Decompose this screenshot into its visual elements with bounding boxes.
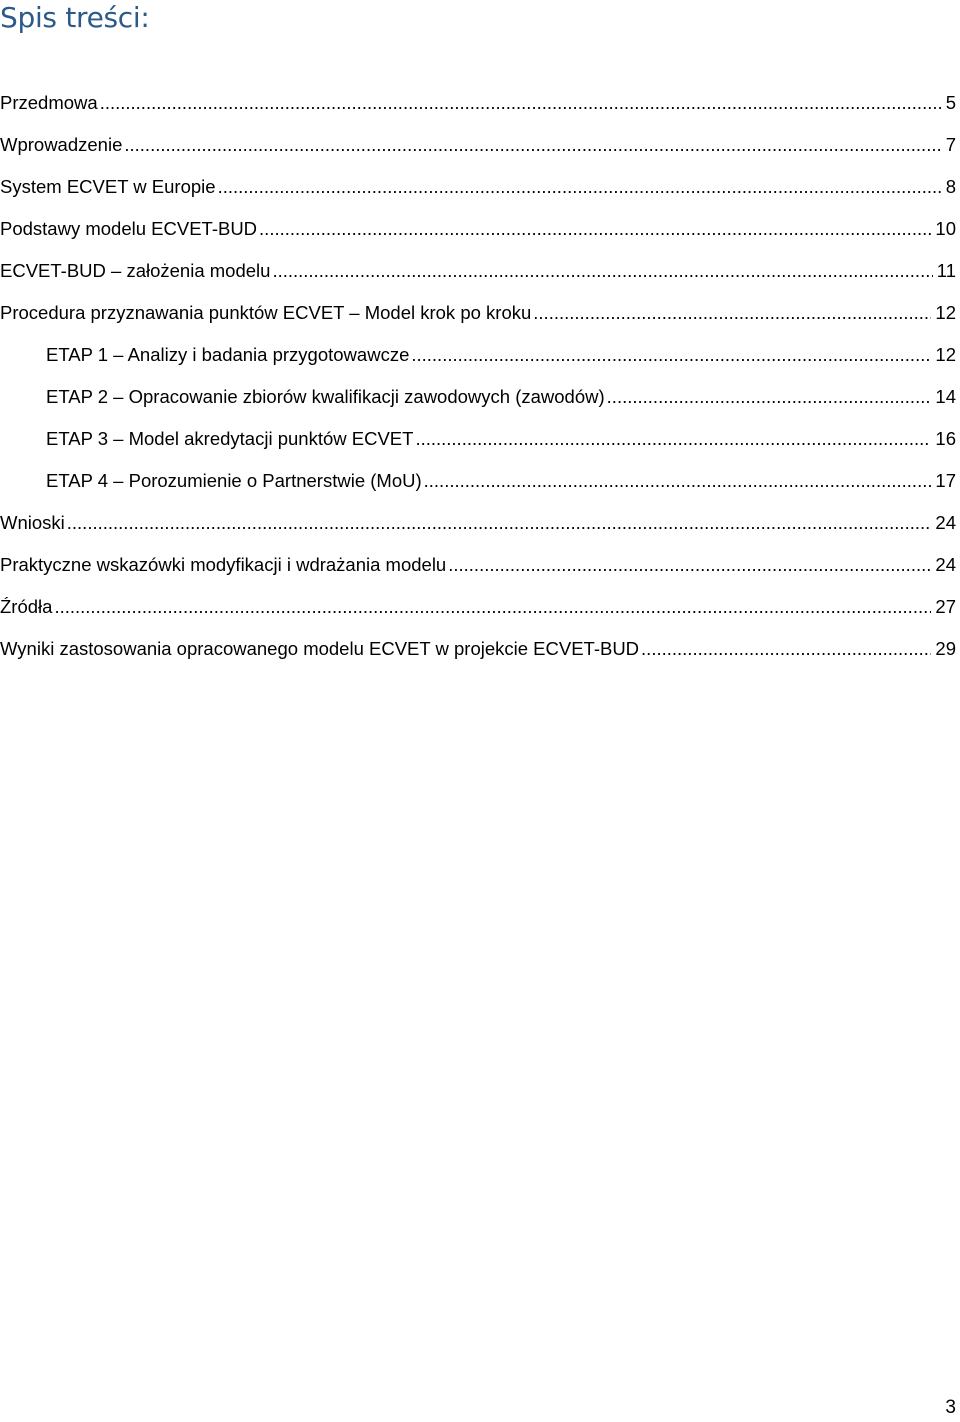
toc-entry-zrodla[interactable] [0,586,956,628]
toc-entry-system-ecvet[interactable] [0,166,956,208]
toc-dot-leader [100,82,942,124]
toc-entry-etap-1[interactable] [0,334,956,376]
toc-entry-text: Praktyczne wskazówki modyfikacji i wdrażania modelu [0,554,447,575]
page-number: 3 [945,1397,956,1418]
toc-dot-leader [411,334,931,376]
toc-entry-page: 11 [936,260,956,281]
toc-entry-text: ETAP 3 – Model akredytacji punktów ECVET [46,428,414,449]
toc-entry-text: Źródła [0,596,53,617]
toc-entry-wyniki[interactable] [0,628,956,670]
toc-dot-leader [67,502,932,544]
table-of-contents [0,82,956,670]
toc-entry-text: System ECVET w Europie [0,176,216,197]
toc-title: Spis treści: [0,1,150,34]
toc-entry-page: 10 [935,218,956,239]
toc-entry-text: Przedmowa [0,92,98,113]
toc-dot-leader [641,628,931,670]
toc-entry-text: Podstawy modelu ECVET-BUD [0,218,258,239]
toc-entry-wnioski[interactable] [0,502,956,544]
toc-entry-text: Wyniki zastosowania opracowanego modelu ECVET w projekcie ECVET-BUD [0,638,640,659]
toc-entry-page: 5 [945,92,956,113]
toc-dot-leader [424,460,932,502]
toc-entry-etap-4[interactable] [0,460,956,502]
toc-dot-leader [124,124,941,166]
toc-entry-page: 14 [935,386,956,407]
toc-entry-page: 17 [935,470,956,491]
toc-entry-page: 8 [945,176,956,197]
toc-dot-leader [218,166,942,208]
toc-entry-page: 29 [935,638,956,659]
toc-entry-page: 16 [935,428,956,449]
toc-entry-podstawy-modelu[interactable] [0,208,956,250]
toc-entry-przedmowa[interactable] [0,82,956,124]
toc-entry-page: 27 [935,596,956,617]
toc-entry-text: ETAP 4 – Porozumienie o Partnerstwie (MoU) [46,470,422,491]
toc-dot-leader [272,250,932,292]
toc-dot-leader [533,292,931,334]
toc-entry-praktyczne-wskazowki[interactable] [0,544,956,586]
toc-entry-text: ECVET-BUD – założenia modelu [0,260,271,281]
toc-entry-text: Wprowadzenie [0,134,123,155]
toc-entry-page: 24 [935,554,956,575]
toc-entry-wprowadzenie[interactable] [0,124,956,166]
toc-entry-text: Wnioski [0,512,65,533]
toc-dot-leader [607,376,932,418]
toc-entry-etap-3[interactable] [0,418,956,460]
toc-entry-page: 24 [935,512,956,533]
toc-entry-page: 12 [935,344,956,365]
toc-dot-leader [259,208,931,250]
toc-entry-etap-2[interactable] [0,376,956,418]
toc-dot-leader [415,418,931,460]
toc-entry-text: ETAP 2 – Opracowanie zbiorów kwalifikacji zawodowych (zawodów) [46,386,605,407]
toc-entry-text: ETAP 1 – Analizy i badania przygotowawcze [46,344,410,365]
toc-entry-procedura[interactable] [0,292,956,334]
toc-dot-leader [54,586,931,628]
toc-dot-leader [448,544,931,586]
toc-entry-zalozenia-modelu[interactable] [0,250,956,292]
toc-entry-page: 7 [945,134,956,155]
toc-entry-text: Procedura przyznawania punktów ECVET – Model krok po kroku [0,302,532,323]
toc-entry-page: 12 [935,302,956,323]
